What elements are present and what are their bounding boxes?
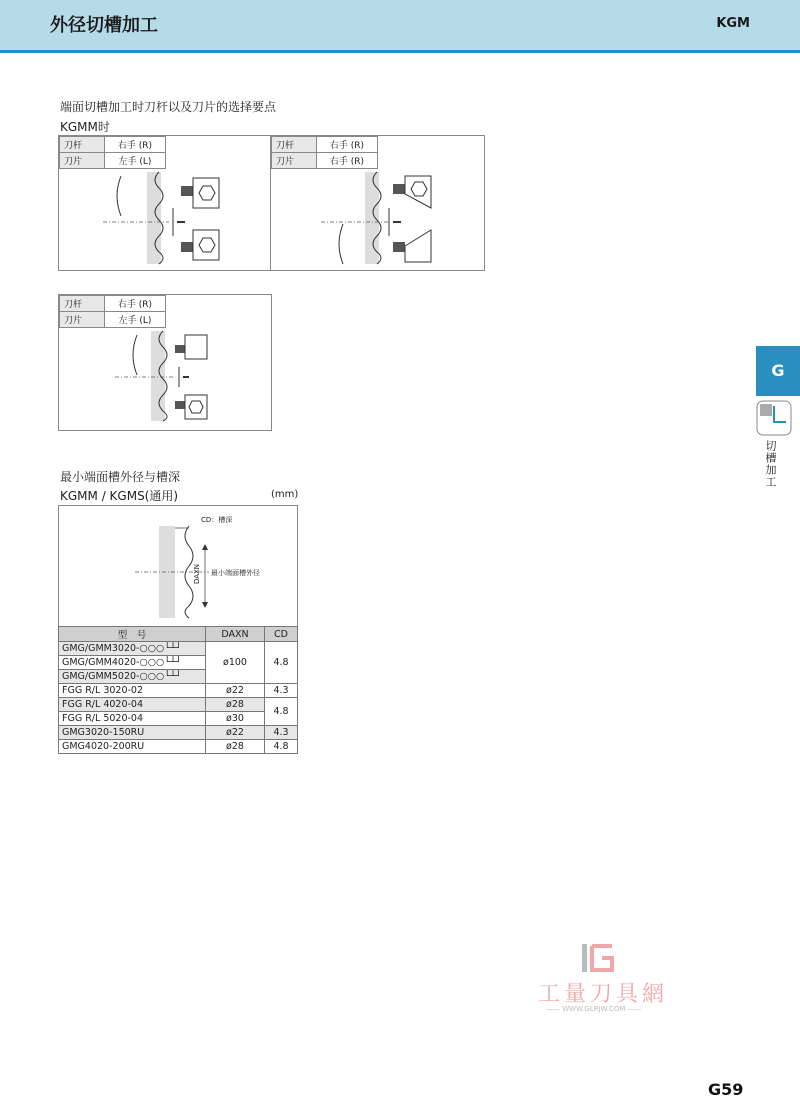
grooving-drawing-1	[59, 168, 271, 270]
holder-value: 右手 (R)	[105, 137, 166, 153]
cd-cell: 4.8	[265, 740, 298, 754]
model-cell: GMG4020-200RU	[59, 740, 206, 754]
insert-key: 刀片	[60, 153, 105, 169]
holder-key: 刀杆	[272, 137, 317, 153]
chapter-tab[interactable]: G	[756, 346, 800, 396]
section2-subtitle: KGMM / KGMS(通用)	[60, 489, 179, 503]
section2-title: 最小端面槽外径与槽深	[60, 470, 181, 484]
series-code: KGM	[716, 16, 750, 31]
cd-cell: 4.3	[265, 684, 298, 698]
col-header-model: 型 号	[59, 627, 206, 642]
selection-panel-3	[58, 294, 272, 431]
cd-label: CD：槽深	[201, 516, 233, 524]
spec-table-2	[271, 136, 378, 169]
table-row	[59, 698, 298, 712]
insert-key: 刀片	[60, 312, 105, 328]
table-row	[59, 684, 298, 698]
unit-label: (mm)	[271, 489, 299, 500]
page-number: G59	[708, 1080, 744, 1099]
holder-key: 刀杆	[60, 296, 105, 312]
grooving-drawing-3	[59, 327, 271, 430]
model-cell: FGG R/L 4020-04	[59, 698, 206, 712]
col-header-daxn: DAXN	[206, 627, 265, 642]
model-cell: GMG3020-150RU	[59, 726, 206, 740]
daxn-label: DAXN	[193, 563, 202, 585]
selection-panel-1	[58, 135, 272, 271]
table-row	[59, 740, 298, 754]
grooving-icon	[756, 400, 792, 436]
insert-value: 左手 (L)	[105, 312, 166, 328]
selection-panel-2	[270, 135, 485, 271]
holder-value: 右手 (R)	[317, 137, 378, 153]
daxn-cell: ø100	[206, 642, 265, 684]
model-cell: FGG R/L 3020-02	[59, 684, 206, 698]
spec-table-1	[59, 136, 166, 169]
page-title: 外径切槽加工	[50, 15, 158, 36]
holder-key: 刀杆	[60, 137, 105, 153]
section1-title: 端面切槽加工时刀杆以及刀片的选择要点	[60, 100, 277, 114]
daxn-cell: ø22	[206, 684, 265, 698]
table-row	[59, 642, 298, 656]
grooving-drawing-2	[271, 168, 484, 270]
page-header	[0, 0, 800, 53]
table-row	[59, 712, 298, 726]
section1-subtitle: KGMM时	[60, 120, 110, 134]
cd-cell: 4.3	[265, 726, 298, 740]
cd-cell: 4.8	[265, 698, 298, 726]
watermark-logo	[582, 942, 628, 974]
groove-dimension-table	[58, 626, 298, 754]
daxn-cell: ø30	[206, 712, 265, 726]
insert-value: 左手 (L)	[105, 153, 166, 169]
model-cell: GMG/GMM4020-○○○└┴┘	[59, 656, 206, 670]
groove-diameter-diagram	[58, 505, 298, 628]
daxn-cell: ø28	[206, 698, 265, 712]
watermark-text: 工量刀具網	[538, 982, 669, 1007]
col-header-cd: CD	[265, 627, 298, 642]
daxn-cell: ø22	[206, 726, 265, 740]
spec-table-3	[59, 295, 166, 328]
model-cell: GMG/GMM3020-○○○└┴┘	[59, 642, 206, 656]
cd-cell: 4.8	[265, 642, 298, 684]
table-row	[59, 726, 298, 740]
groove-depth-drawing	[59, 506, 297, 627]
model-cell: FGG R/L 5020-04	[59, 712, 206, 726]
watermark-url: —— WWW.GLRJW.COM ——	[546, 1005, 642, 1013]
min-diameter-label: 最小端面槽外径	[211, 569, 260, 577]
daxn-cell: ø28	[206, 740, 265, 754]
model-cell: GMG/GMM5020-○○○└┴┘	[59, 670, 206, 684]
holder-value: 右手 (R)	[105, 296, 166, 312]
table-header-row	[59, 627, 298, 642]
chapter-label: 切槽加工	[764, 440, 777, 488]
insert-value: 右手 (R)	[317, 153, 378, 169]
insert-key: 刀片	[272, 153, 317, 169]
